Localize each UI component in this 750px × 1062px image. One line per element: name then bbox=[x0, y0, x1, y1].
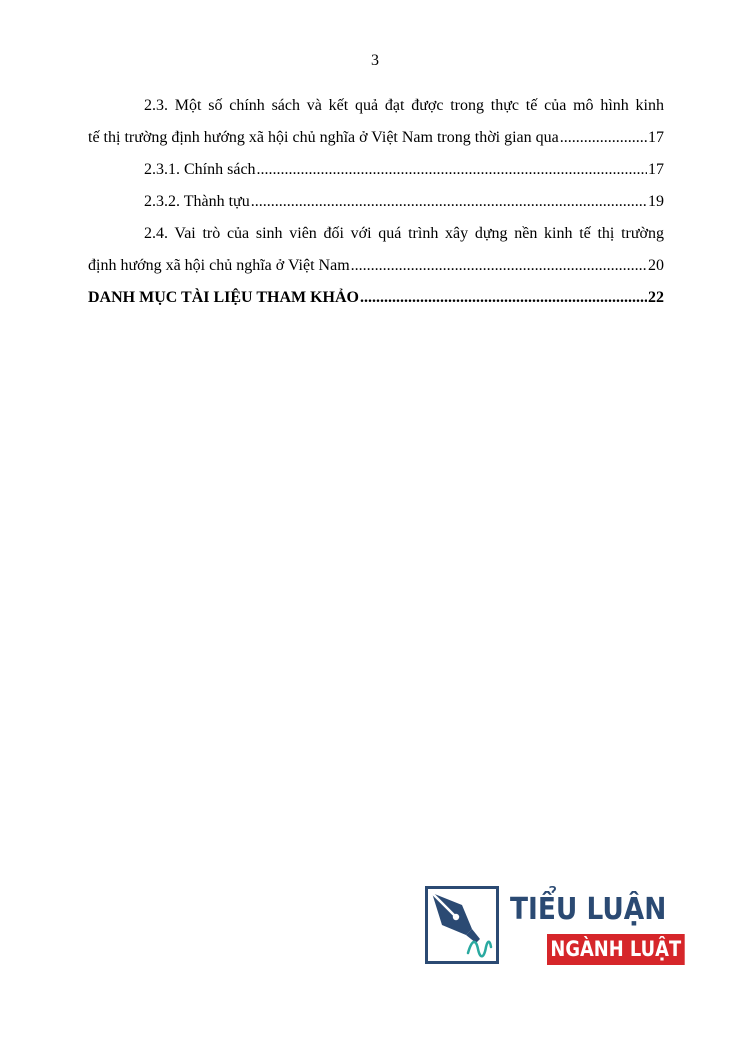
toc-page-number: 19 bbox=[648, 193, 664, 210]
toc-page-number: 22 bbox=[648, 289, 664, 306]
toc-page-number: 17 bbox=[648, 129, 664, 146]
toc-entry-text: tế thị trường định hướng xã hội chủ nghĩa ở Việt Nam trong thời gian qua bbox=[88, 129, 559, 146]
toc-entry-text: 2.3.2. Thành tựu bbox=[144, 193, 250, 210]
toc-entry-2-4-line1: 2.4. Vai trò của sinh viên đối với quá trình xây dựng nền kinh tế thị trường bbox=[144, 225, 664, 242]
logo-frame bbox=[425, 886, 499, 964]
toc-entry-text: DANH MỤC TÀI LIỆU THAM KHẢO bbox=[88, 289, 359, 306]
dot-leader bbox=[560, 122, 647, 154]
toc-entry-references bbox=[88, 282, 664, 314]
toc-entry-2-3-2 bbox=[88, 186, 664, 218]
dot-leader bbox=[360, 282, 647, 314]
dot-leader bbox=[257, 154, 647, 186]
dot-leader bbox=[251, 186, 647, 218]
toc-entry-2-3-1 bbox=[88, 154, 664, 186]
toc-entry-2-3-line1: 2.3. Một số chính sách và kết quả đạt được trong thực tế của mô hình kinh bbox=[144, 97, 664, 114]
logo-title: TIỂU LUẬN bbox=[510, 892, 667, 927]
toc-page-number: 20 bbox=[648, 257, 664, 274]
toc-entry-2-3-line2 bbox=[88, 122, 664, 154]
toc-entry-text: định hướng xã hội chủ nghĩa ở Việt Nam bbox=[88, 257, 350, 274]
page-number: 3 bbox=[371, 52, 379, 69]
logo-subtitle: NGÀNH LUẬT bbox=[547, 934, 685, 965]
dot-leader bbox=[351, 250, 647, 282]
toc-entry-text: 2.3.1. Chính sách bbox=[144, 161, 256, 178]
toc-page-number: 17 bbox=[648, 161, 664, 178]
brand-logo bbox=[425, 886, 682, 968]
table-of-contents bbox=[88, 90, 664, 314]
fountain-pen-nib-icon bbox=[428, 889, 496, 961]
toc-entry-2-4-line2 bbox=[88, 250, 664, 282]
